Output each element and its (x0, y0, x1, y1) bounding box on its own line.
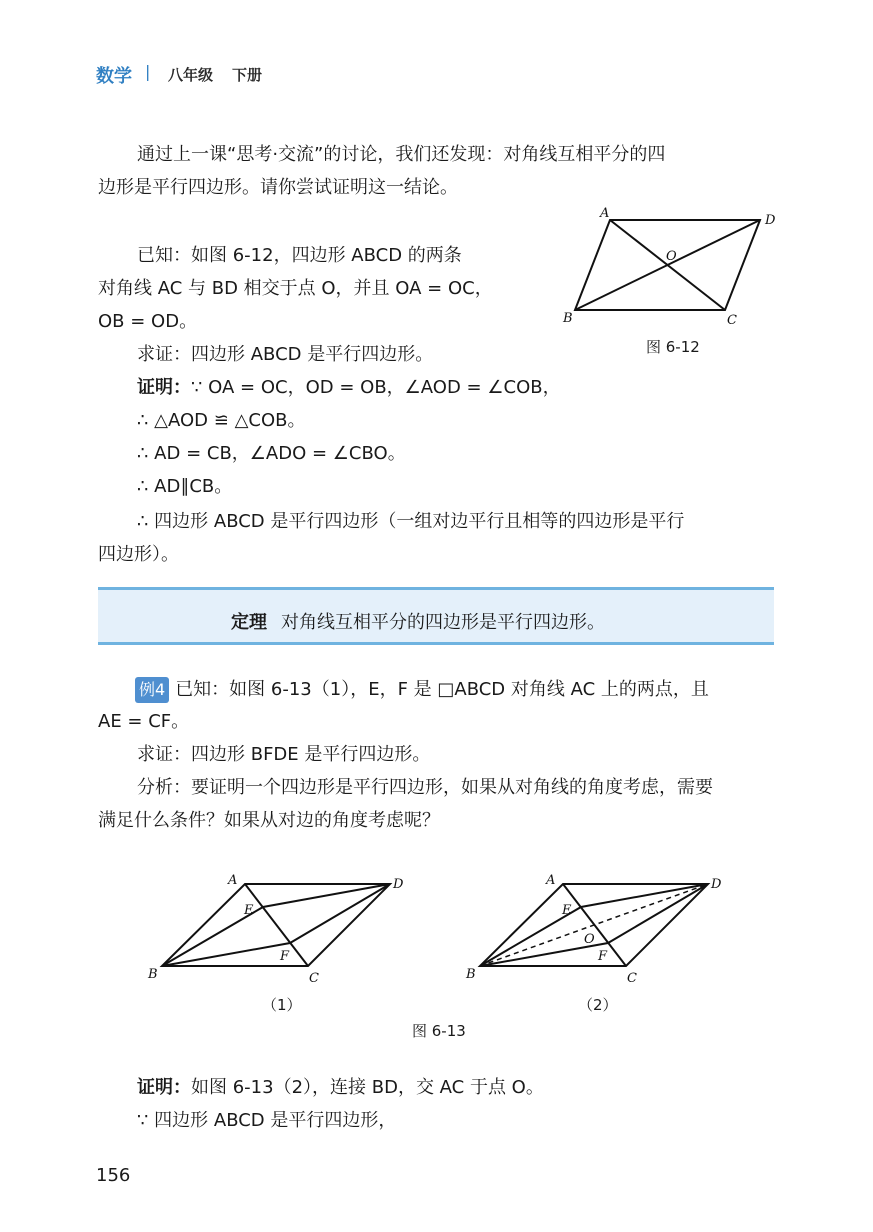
proof-line-6: 四边形）。 (98, 544, 179, 565)
analysis-line-2: 满足什么条件？如果从对边的角度考虑呢？ (98, 810, 440, 831)
given-line-2: 对角线 AC 与 BD 相交于点 O，并且 OA = OC， (98, 278, 493, 299)
analysis-line-1: 分析：要证明一个四边形是平行四边形，如果从对角线的角度考虑，需要 (137, 777, 713, 798)
example4-line-2: AE = CF。 (98, 711, 190, 732)
proof-line-2: ∴ △AOD ≌ △COB。 (137, 410, 306, 431)
proof-line-3: ∴ AD = CB，∠ADO = ∠CBO。 (137, 443, 406, 464)
label-B: B (563, 311, 573, 326)
example4-text-1: 已知：如图 6-13（1），E，F 是 □ABCD 对角线 AC 上的两点，且 (175, 679, 709, 700)
label-A: A (600, 206, 610, 221)
label-D: D (765, 213, 776, 228)
dashed-diagonal-bd (480, 884, 708, 966)
proof2-text-1: 如图 6-13（2），连接 BD，交 AC 于点 O。 (191, 1077, 544, 1098)
label-F: F (598, 949, 608, 964)
proof-text-1: ∵ OA = OC，OD = OB，∠AOD = ∠COB， (191, 377, 561, 398)
theorem-text: 对角线互相平分的四边形是平行四边形。 (281, 612, 605, 633)
header-separator: | (145, 62, 151, 81)
given-line-3: OB = OD。 (98, 311, 198, 332)
label-F: F (280, 949, 290, 964)
label-B: B (466, 967, 476, 982)
header-volume: 下册 (232, 66, 263, 84)
prove-statement: 求证：四边形 ABCD 是平行四边形。 (137, 344, 434, 365)
proof2-line-2: ∵ 四边形 ABCD 是平行四边形， (137, 1110, 397, 1131)
theorem-label: 定理 (231, 612, 267, 633)
theorem-box (98, 587, 774, 645)
label-E: E (244, 903, 254, 918)
label-C: C (309, 971, 319, 986)
proof-line-5: ∴ 四边形 ABCD 是平行四边形（一组对边平行且相等的四边形是平行 (137, 511, 685, 532)
label-D: D (393, 877, 404, 892)
header-subject: 数学 (96, 66, 132, 87)
label-C: C (727, 313, 737, 328)
figure-6-13-1 (140, 866, 430, 991)
figure-6-13-caption: 图 6-13 (412, 1022, 466, 1040)
intro-line-1: 通过上一课“思考·交流”的讨论，我们还发现：对角线互相平分的四 (137, 144, 666, 165)
proof-label: 证明： (137, 377, 191, 398)
figure-6-12-caption: 图 6-12 (646, 338, 700, 356)
example4-prove: 求证：四边形 BFDE 是平行四边形。 (137, 744, 431, 765)
proof2-line-1 (137, 1076, 544, 1100)
label-A: A (228, 873, 238, 888)
figure-6-12-shape (575, 220, 760, 310)
proof2-label: 证明： (137, 1077, 191, 1098)
figure-6-13-1-shape (162, 884, 390, 966)
label-O: O (584, 932, 595, 947)
example-tag: 例4 (135, 677, 169, 703)
label-O: O (666, 249, 677, 264)
proof-line-4: ∴ AD∥CB。 (137, 476, 233, 497)
label-A: A (546, 873, 556, 888)
figure-6-13-sub1: （1） (262, 996, 302, 1014)
example4-line-1 (135, 677, 709, 703)
figure-6-13-2 (458, 866, 748, 991)
label-C: C (627, 971, 637, 986)
label-B: B (148, 967, 158, 982)
figure-6-12 (560, 200, 790, 330)
label-D: D (711, 877, 722, 892)
figure-6-13-sub2: （2） (578, 996, 618, 1014)
label-E: E (562, 903, 572, 918)
intro-line-2: 边形是平行四边形。请你尝试证明这一结论。 (98, 177, 458, 198)
proof-line-1 (137, 376, 561, 400)
given-line-1: 已知：如图 6-12，四边形 ABCD 的两条 (137, 245, 462, 266)
header-grade: 八年级 (168, 66, 214, 84)
page-number: 156 (96, 1165, 131, 1186)
